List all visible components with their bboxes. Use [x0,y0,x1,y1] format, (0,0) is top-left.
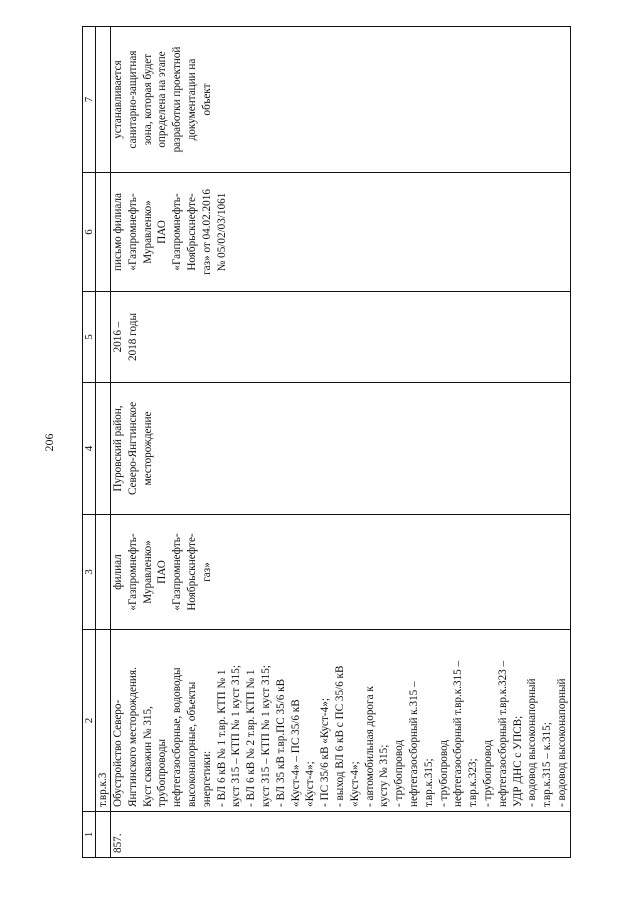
text-line: Обустройство Северо- [112,699,124,807]
text-line: месторождение [141,411,154,486]
column-number: 7 [83,27,96,173]
basis-document [111,173,571,292]
column-number: 1 [83,812,96,858]
text-line: кусту № 315; [378,744,391,807]
period [111,292,571,383]
text-line: Ноябрьскнефте- [185,533,198,611]
text-line: письмо филиала [112,193,124,271]
location [111,383,571,515]
text-line: Ноябрьскнефте- [185,193,198,271]
text-line: - ВЛ 35 кВ т.вр.ПС 35/6 кВ [274,678,287,807]
text-line: нефтегазосборный к.315 – [407,681,420,807]
text-line: документации на [185,58,198,141]
text-line: Пуровский район, [112,405,124,492]
text-line: № 05/02/03/1061 [215,192,228,272]
text-line: - водовод высоконапорный [555,678,568,807]
row-number: 857. [111,812,571,858]
text-line: «Куст-4» – ПС 35/6 кВ [289,699,302,807]
text-line: энергетики: [200,750,213,807]
rotated-page [42,27,570,858]
text-line: «Куст-4»; [304,761,317,807]
text-line: газ» от 04.02.2016 [200,189,213,275]
note [111,27,571,173]
organization [111,515,571,630]
text-line: «Газпромнефть- [126,193,139,271]
column-number: 3 [83,515,96,630]
column-number-row [83,27,96,858]
text-line: объект [200,83,213,116]
text-line: - ВЛ 6 кВ № 2 т.вр. КТП № 1 [245,669,258,807]
text-line: - выход ВЛ 6 кВ с ПС 35/6 кВ [333,665,346,807]
object-description [111,630,571,812]
text-line: Муравленко» [141,200,154,264]
text-line: нефтегазосборный т.вр.к.315 – [452,660,465,807]
text-line: газ» [200,562,213,582]
text-line: куст 315 – КТП № 1 куст 315; [230,665,243,807]
text-line: - трубопровод [437,739,450,807]
column-number: 6 [83,173,96,292]
text-line: «Газпромнефть- [171,193,184,271]
text-line: устанавливается [112,60,124,139]
text-line: 2016 – [112,321,124,353]
page-number: 206 [42,433,56,452]
text-line: «Газпромнефть- [126,533,139,611]
text-line: т.вр.к.323; [467,758,480,807]
text-line: нефтегазосборные, водоводы [171,667,184,807]
text-line: Куст скважин № 315, [141,706,154,807]
text-line: Янгтинского месторождения. [126,667,139,807]
text-line: т.вр.к.315 – к.315; [541,722,554,807]
text-line: определена на этапе [156,51,169,148]
text-line: «Газпромнефть- [171,533,184,611]
text-line: «Куст-4»; [348,761,361,807]
continuation-row [96,27,111,858]
text-line: зона, которая будет [141,53,154,146]
text-line: УДР ДНС с УПСВ; [511,715,524,807]
text-line: - автомобильная дорога к [363,686,376,807]
text-line: нефтегазосборный т.вр.к.323 – [496,660,509,807]
continuation-text: т.вр.к.3 [96,630,111,812]
text-line: куст 315 – КТП № 1 куст 315; [259,665,272,807]
column-number: 2 [83,630,96,812]
text-line: т.вр.к.315; [422,758,435,807]
text-line: высоконапорные, объекты [185,681,198,807]
text-line: Северо-Янгтинское [126,401,139,496]
table-row [111,27,571,858]
text-line: - водовод высоконапорный [526,678,539,807]
text-line: ПАО [156,220,169,244]
text-line: - трубопровод [481,739,494,807]
text-line: разработки проектной [171,46,184,153]
text-line: филиал [112,554,124,590]
text-line: санитарно-защитная [126,50,139,149]
text-line: - ПС 35/6 кВ «Куст-4»; [319,698,332,807]
text-line: - ВЛ 6 кВ № 1 т.вр. КТП № 1 [215,669,228,807]
text-line: Муравленко» [141,540,154,604]
objects-table [82,26,571,858]
text-line: 2018 годы [126,313,139,361]
column-number: 4 [83,383,96,515]
column-number: 5 [83,292,96,383]
text-line: трубопроводы [156,738,169,807]
text-line: - трубопровод [393,739,406,807]
text-line: ПАО [156,560,169,584]
